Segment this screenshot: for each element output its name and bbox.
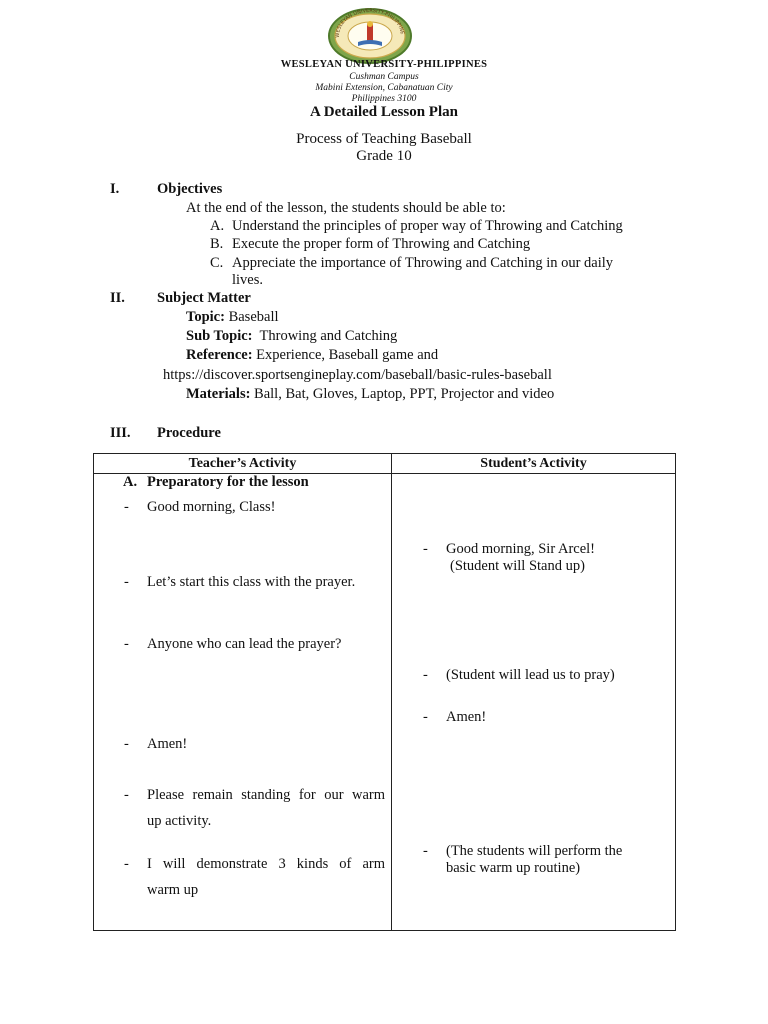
dash: - xyxy=(124,736,129,752)
topic-value: Baseball xyxy=(228,309,279,325)
objective-letter-a: A. xyxy=(210,218,225,234)
teacher-line-6a: I will demonstrate 3 kinds of arm xyxy=(147,856,385,872)
procedure-numeral: III. xyxy=(110,425,131,441)
topic-label: Topic: xyxy=(186,309,225,325)
section-title: Preparatory for the lesson xyxy=(147,474,309,490)
objective-c: Appreciate the importance of Throwing and Catching in our daily xyxy=(232,255,614,271)
doc-grade: Grade 10 xyxy=(356,148,412,164)
student-activity-cell xyxy=(392,474,676,931)
student-line-4b: basic warm up routine) xyxy=(446,860,581,876)
teacher-line-4: Amen! xyxy=(147,736,188,752)
student-activity-header: Student’s Activity xyxy=(392,454,676,474)
student-line-2: (Student will lead us to pray) xyxy=(446,667,615,683)
subtopic-label: Sub Topic: xyxy=(186,328,253,344)
dash: - xyxy=(124,499,129,515)
student-line-1a: Good morning, Sir Arcel! xyxy=(446,541,596,557)
subtopic-value: Throwing and Catching xyxy=(259,328,398,344)
teacher-line-1: Good morning, Class! xyxy=(147,499,276,515)
dash: - xyxy=(423,843,428,859)
dash: - xyxy=(124,636,129,652)
dash: - xyxy=(423,667,428,683)
subject-numeral: II. xyxy=(110,290,125,306)
teacher-line-5a: Please remain standing for our warm xyxy=(147,787,385,803)
teacher-line-5b: up activity. xyxy=(147,813,212,829)
objective-letter-c: C. xyxy=(210,255,224,271)
teacher-line-2: Let’s start this class with the prayer. xyxy=(147,574,356,590)
objective-a: Understand the principles of proper way of Throwing and Catching xyxy=(232,218,623,234)
university-name: WESLEYAN UNIVERSITY-PHILIPPINES xyxy=(280,59,488,70)
dash: - xyxy=(423,709,428,725)
student-line-4a: (The students will perform the xyxy=(446,843,623,859)
reference-label: Reference: xyxy=(186,347,253,363)
student-line-3: Amen! xyxy=(446,709,487,725)
table-header-row xyxy=(94,454,676,474)
objectives-intro: At the end of the lesson, the students should be able to: xyxy=(186,200,506,216)
objective-c-continued: lives. xyxy=(232,272,264,288)
subject-heading: Subject Matter xyxy=(157,290,251,306)
dash: - xyxy=(124,787,129,803)
materials-value: Ball, Bat, Gloves, Laptop, PPT, Projector and video xyxy=(254,386,555,402)
teacher-line-3: Anyone who can lead the prayer? xyxy=(147,636,342,652)
objective-letter-b: B. xyxy=(210,236,224,252)
doc-subtitle: Process of Teaching Baseball xyxy=(296,131,472,147)
objective-b: Execute the proper form of Throwing and Catching xyxy=(232,236,531,252)
doc-title: A Detailed Lesson Plan xyxy=(310,104,458,120)
campus-name: Cushman Campus xyxy=(349,72,419,82)
dash: - xyxy=(124,574,129,590)
reference-url: https://discover.sportsengineplay.com/baseball/basic-rules-baseball xyxy=(163,367,552,383)
teacher-activity-header: Teacher’s Activity xyxy=(94,454,392,474)
objectives-numeral: I. xyxy=(110,181,120,197)
materials-label: Materials: xyxy=(186,386,251,402)
reference-line xyxy=(186,347,438,364)
reference-value: Experience, Baseball game and xyxy=(256,347,439,363)
materials-line xyxy=(186,386,554,403)
teacher-line-6b: warm up xyxy=(147,882,199,898)
objectives-heading: Objectives xyxy=(157,181,223,197)
subtopic-line xyxy=(186,328,397,345)
teacher-activity-cell xyxy=(94,474,392,931)
dash: - xyxy=(423,541,428,557)
campus-country: Philippines 3100 xyxy=(351,94,417,104)
svg-text:WESLEYAN UNIVERSITY-PHILIPPINE: WESLEYAN UNIVERSITY-PHILIPPINE xyxy=(334,8,405,38)
procedure-heading: Procedure xyxy=(157,425,221,441)
dash: - xyxy=(124,856,129,872)
section-letter: A. xyxy=(123,474,138,490)
procedure-table xyxy=(93,453,676,931)
seal-logo xyxy=(327,8,413,64)
student-line-1b: (Student will Stand up) xyxy=(450,558,585,574)
table-row xyxy=(94,474,676,931)
topic-line xyxy=(186,309,279,326)
campus-address: Mabini Extension, Cabanatuan City xyxy=(315,83,453,93)
